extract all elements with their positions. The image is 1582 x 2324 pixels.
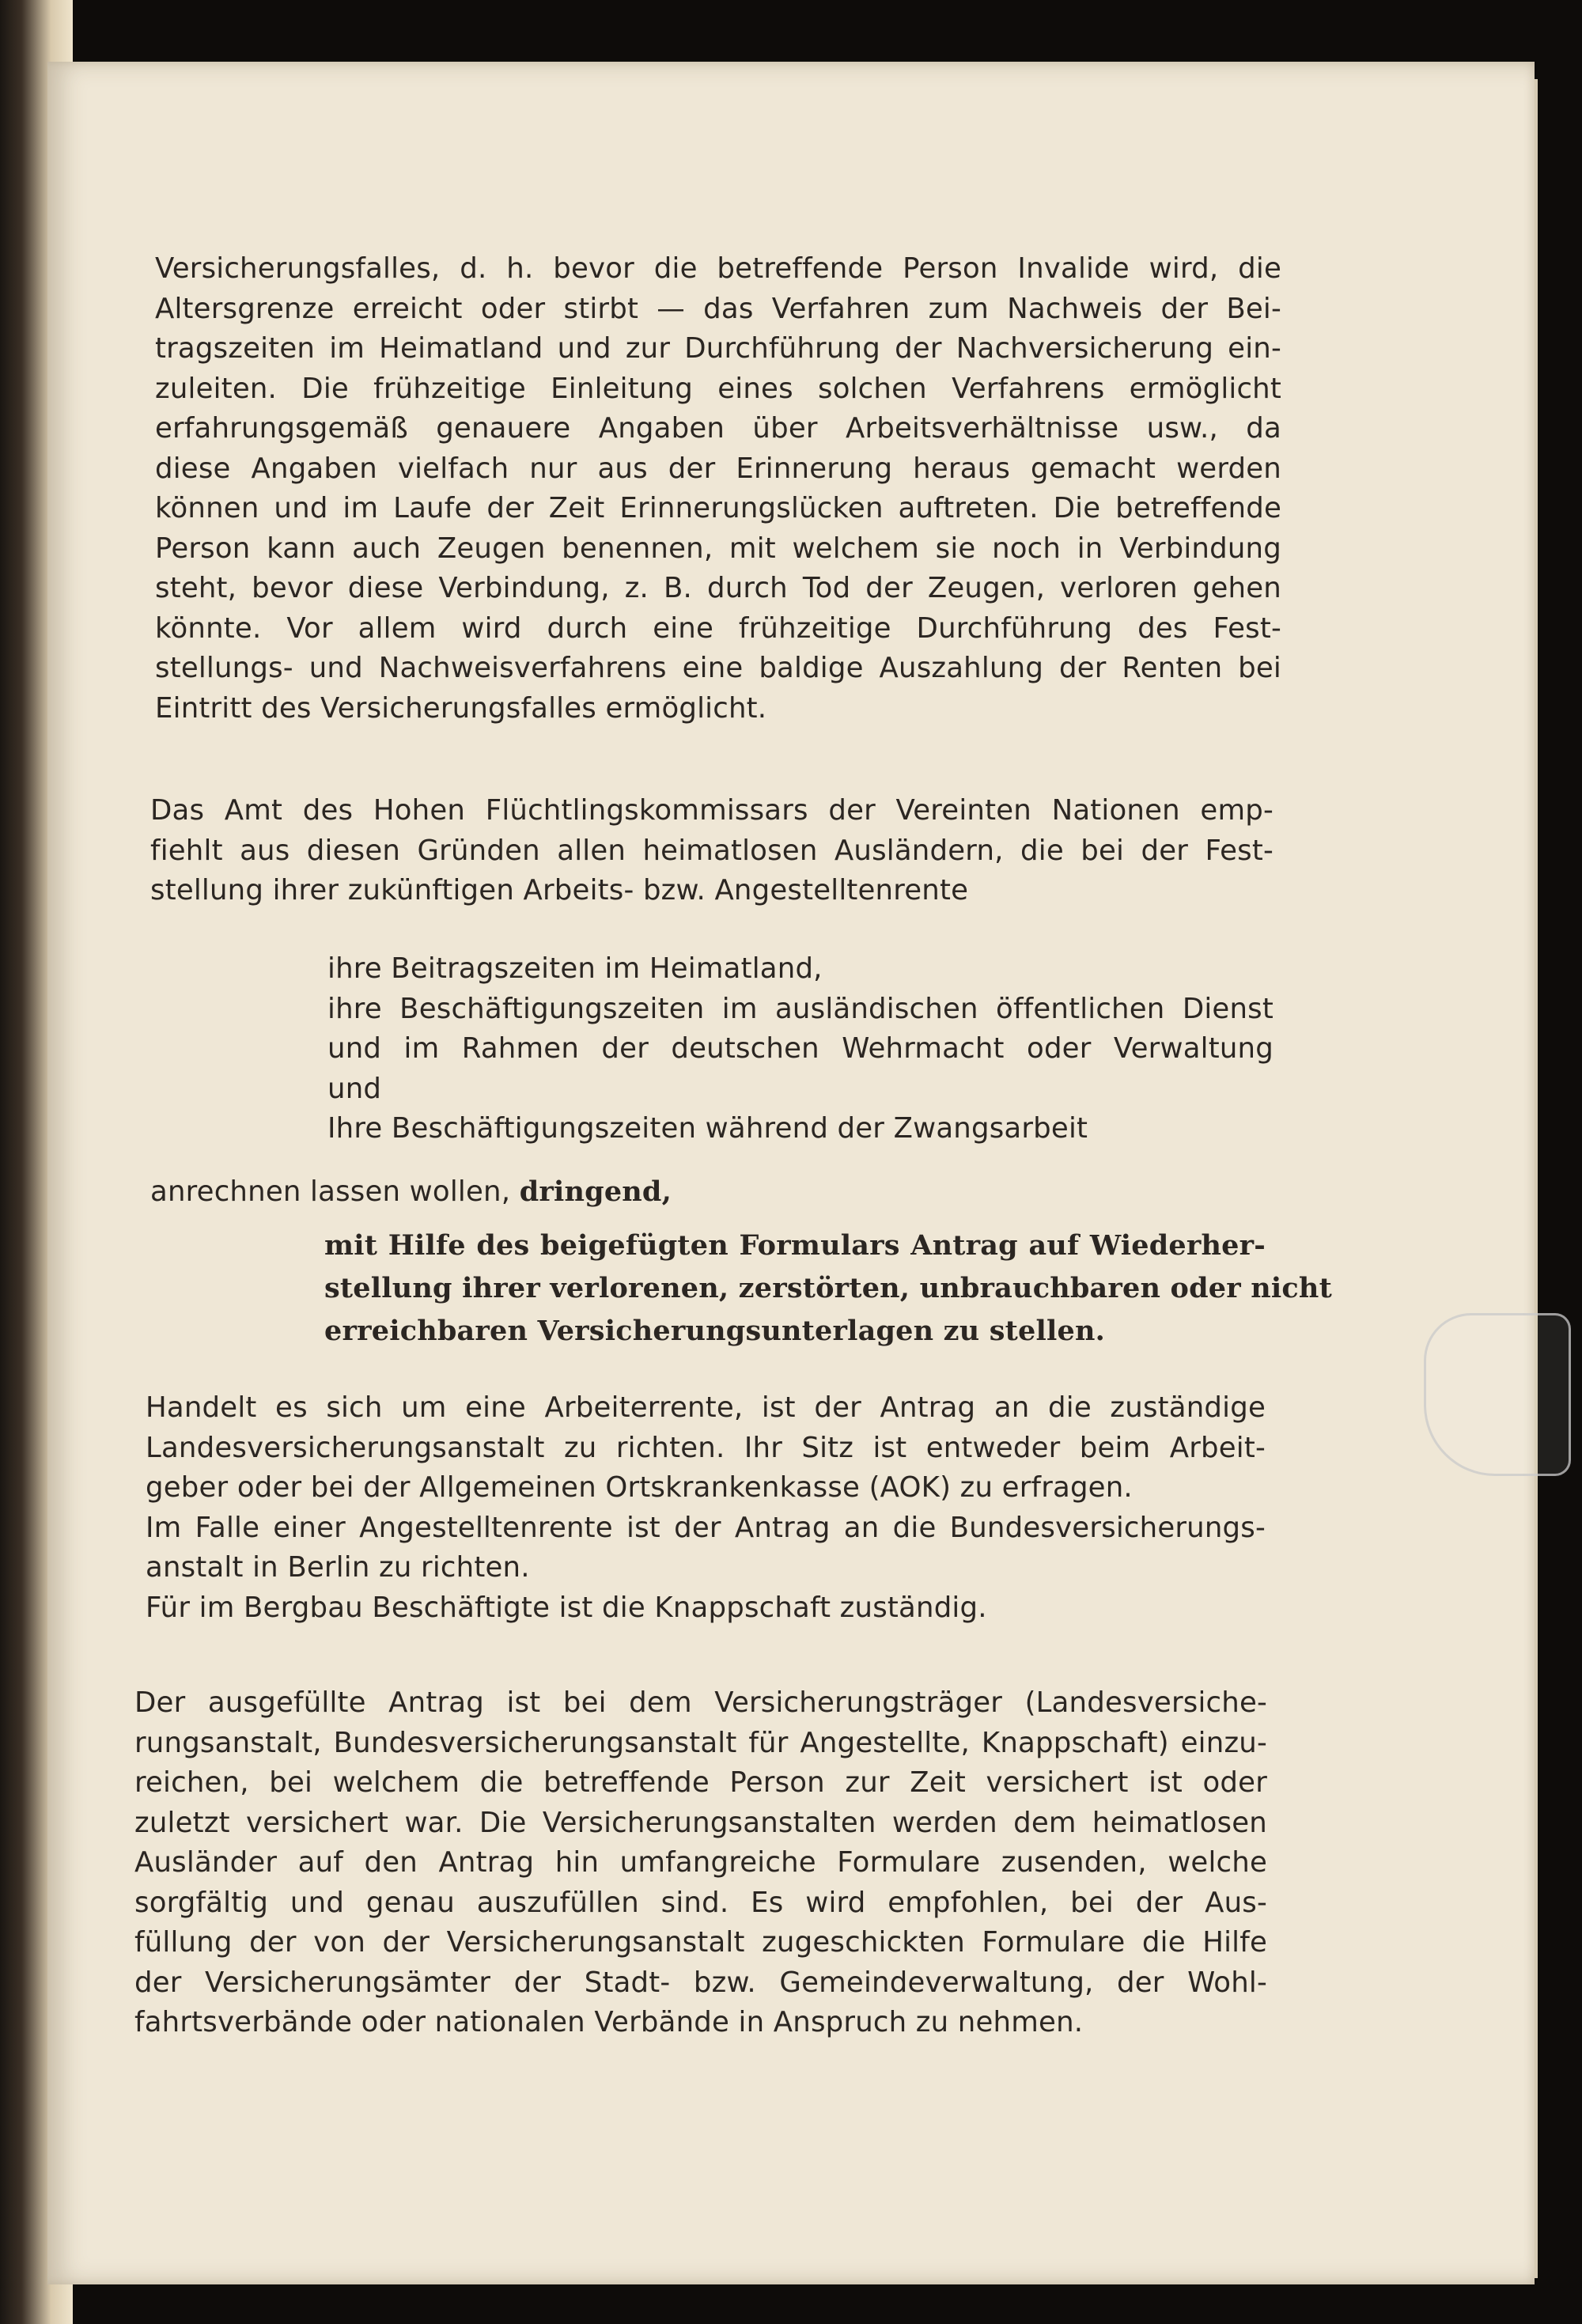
text-line: Der ausgefüllte Antrag ist bei dem Versicherungsträger (Landesversiche- xyxy=(134,1686,1267,1719)
text-line: Ausländer auf den Antrag hin umfangreiche Formulare zusenden, welche xyxy=(134,1846,1267,1879)
list-item: ihre Beitragszeiten im Heimatland, xyxy=(327,952,823,985)
bold-instruction xyxy=(324,1224,1332,1353)
list-item: und xyxy=(327,1072,382,1105)
text-line: können und im Laufe der Zeit Erinnerungslücken auftreten. Die betreffende xyxy=(155,492,1281,524)
text-line: fahrtsverbände oder nationalen Verbände in Anspruch zu nehmen. xyxy=(134,2006,1084,2038)
text-line: Person kann auch Zeugen benennen, mit welchem sie noch in Verbindung xyxy=(155,532,1281,565)
text-line: rungsanstalt, Bundesversicherungsanstalt für Angestellte, Knappschaft) einzu- xyxy=(134,1726,1267,1759)
text-line: anstalt in Berlin zu richten. xyxy=(146,1551,530,1584)
text-line: Altersgrenze erreicht oder stirbt — das Verfahren zum Nachweis der Bei- xyxy=(155,292,1281,325)
list-item: ihre Beschäftigungszeiten im ausländischen öffentlichen Dienst xyxy=(327,992,1274,1025)
text-line: stellungs- und Nachweisverfahrens eine baldige Auszahlung der Renten bei xyxy=(155,652,1281,684)
text-line: sorgfältig und genau auszufüllen sind. Es wird empfohlen, bei der Aus- xyxy=(134,1886,1267,1919)
text-line: stellung ihrer verlorenen, zerstörten, unbrauchbaren oder nicht xyxy=(324,1272,1332,1304)
text-line: Das Amt des Hohen Flüchtlingskommissars der Vereinten Nationen emp- xyxy=(150,794,1274,827)
indented-list xyxy=(327,949,1274,1149)
list-item: und im Rahmen der deutschen Wehrmacht oder Verwaltung xyxy=(327,1032,1274,1065)
text-line: Handelt es sich um eine Arbeiterrente, ist der Antrag an die zuständige xyxy=(146,1391,1266,1424)
text-line: reichen, bei welchem die betreffende Person zur Zeit versichert ist oder xyxy=(134,1766,1267,1799)
text-line: Für im Bergbau Beschäftigte ist die Knappschaft zuständig. xyxy=(146,1591,987,1624)
text-line: der Versicherungsämter der Stadt- bzw. Gemeindeverwaltung, der Wohl- xyxy=(134,1966,1267,1999)
text-line: Landesversicherungsanstalt zu richten. Ihr Sitz ist entweder beim Arbeit- xyxy=(146,1431,1266,1464)
text-line: mit Hilfe des beigefügten Formulars Antrag auf Wiederher- xyxy=(324,1229,1266,1262)
recommendation-paragraph xyxy=(150,791,1274,911)
text-line: füllung der von der Versicherungsanstalt zugeschickten Formulare die Hilfe xyxy=(134,1926,1267,1959)
text-line: zuletzt versichert war. Die Versicherungsanstalten werden dem heimatlosen xyxy=(134,1806,1267,1839)
paper-clip xyxy=(1424,1313,1571,1476)
anrechnen-text: anrechnen lassen wollen, xyxy=(150,1175,520,1208)
submission-paragraph xyxy=(146,1388,1266,1628)
anrechnen-line xyxy=(150,1171,941,1213)
text-line: Versicherungsfalles, d. h. bevor die betreffende Person Invalide wird, die xyxy=(155,252,1281,285)
text-line: stellung ihrer zukünftigen Arbeits- bzw. Angestelltenrente xyxy=(150,874,969,907)
text-line: Im Falle einer Angestelltenrente ist der Antrag an die Bundesversicherungs- xyxy=(146,1511,1266,1544)
text-line: geber oder bei der Allgemeinen Ortskrankenkasse (AOK) zu erfragen. xyxy=(146,1471,1133,1504)
final-paragraph xyxy=(134,1683,1267,2043)
text-line: Eintritt des Versicherungsfalles ermöglicht. xyxy=(155,691,767,725)
text-line: fiehlt aus diesen Gründen allen heimatlosen Ausländern, die bei der Fest- xyxy=(150,834,1274,867)
text-line: tragszeiten im Heimatland und zur Durchführung der Nachversicherung ein- xyxy=(155,332,1281,365)
list-item: Ihre Beschäftigungszeiten während der Zwangsarbeit xyxy=(327,1112,1088,1145)
text-line: erfahrungsgemäß genauere Angaben über Arbeitsverhältnisse usw., da xyxy=(155,412,1281,445)
text-line: steht, bevor diese Verbindung, z. B. durch Tod der Zeugen, verloren gehen xyxy=(155,572,1281,604)
text-line: erreichbaren Versicherungsunterlagen zu stellen. xyxy=(324,1315,1106,1347)
text-line: könnte. Vor allem wird durch eine frühzeitige Durchführung des Fest- xyxy=(155,611,1281,645)
paragraph-continuation xyxy=(155,249,1281,729)
dringend-bold: dringend, xyxy=(519,1175,672,1208)
text-line: diese Angaben vielfach nur aus der Erinnerung heraus gemacht werden xyxy=(155,452,1281,485)
text-line: zuleiten. Die frühzeitige Einleitung eines solchen Verfahrens ermöglicht xyxy=(155,372,1281,405)
